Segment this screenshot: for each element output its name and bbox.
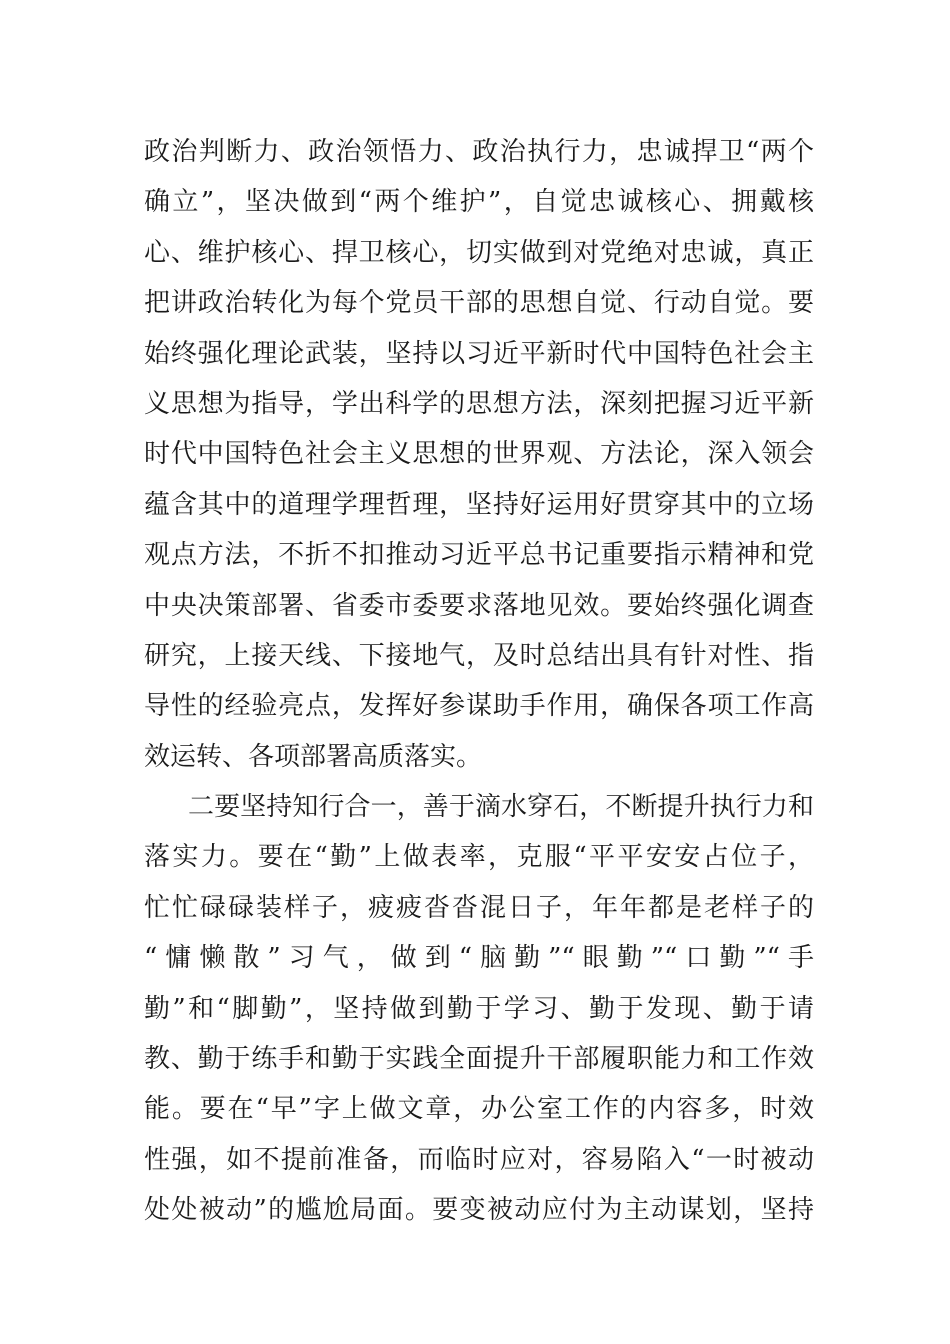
- text-line: 确立”，坚决做到“两个维护”，自觉忠诚核心、拥戴核: [144, 187, 814, 218]
- text-line: 处处被动”的尴尬局面。要变被动应付为主动谋划，坚持: [144, 1195, 814, 1226]
- text-line: 教、勤于练手和勤于实践全面提升干部履职能力和工作效: [144, 1044, 814, 1075]
- text-line: 观点方法，不折不扣推动习近平总书记重要指示精神和党: [144, 540, 814, 571]
- text-line: 勤”和“脚勤”，坚持做到勤于学习、勤于发现、勤于请: [144, 993, 814, 1024]
- text-line: “慵懒散”习气，做到“脑勤”“眼勤”“口勤”“手: [144, 943, 814, 974]
- text-line: 义思想为指导，学出科学的思想方法，深刻把握习近平新: [144, 388, 814, 419]
- text-line: 落实力。要在“勤”上做表率，克服“平平安安占位子，: [144, 842, 814, 873]
- text-line: 中央决策部署、省委市委要求落地见效。要始终强化调查: [144, 590, 814, 621]
- paragraph-start-line: 二要坚持知行合一，善于滴水穿石，不断提升执行力和: [188, 792, 814, 823]
- body-text: [144, 127, 814, 1236]
- text-line: 性强，如不提前准备，而临时应对，容易陷入“一时被动: [144, 1144, 814, 1175]
- text-line: 时代中国特色社会主义思想的世界观、方法论，深入领会: [144, 439, 814, 470]
- text-line: 心、维护核心、捍卫核心，切实做到对党绝对忠诚，真正: [144, 237, 814, 268]
- text-line: 忙忙碌碌装样子，疲疲沓沓混日子，年年都是老样子的: [144, 892, 814, 923]
- text-line: 把讲政治转化为每个党员干部的思想自觉、行动自觉。要: [144, 288, 814, 319]
- text-line: 蕴含其中的道理学理哲理，坚持好运用好贯穿其中的立场: [144, 489, 814, 520]
- text-line: 能。要在“早”字上做文章，办公室工作的内容多，时效: [144, 1094, 814, 1125]
- text-line: 研究，上接天线、下接地气，及时总结出具有针对性、指: [144, 640, 814, 671]
- text-line: 始终强化理论武装，坚持以习近平新时代中国特色社会主: [144, 338, 814, 369]
- text-line: 导性的经验亮点，发挥好参谋助手作用，确保各项工作高: [144, 691, 814, 722]
- text-line: 政治判断力、政治领悟力、政治执行力，忠诚捍卫“两个: [144, 137, 814, 167]
- paragraph-end-line: 效运转、各项部署高质落实。: [144, 741, 483, 772]
